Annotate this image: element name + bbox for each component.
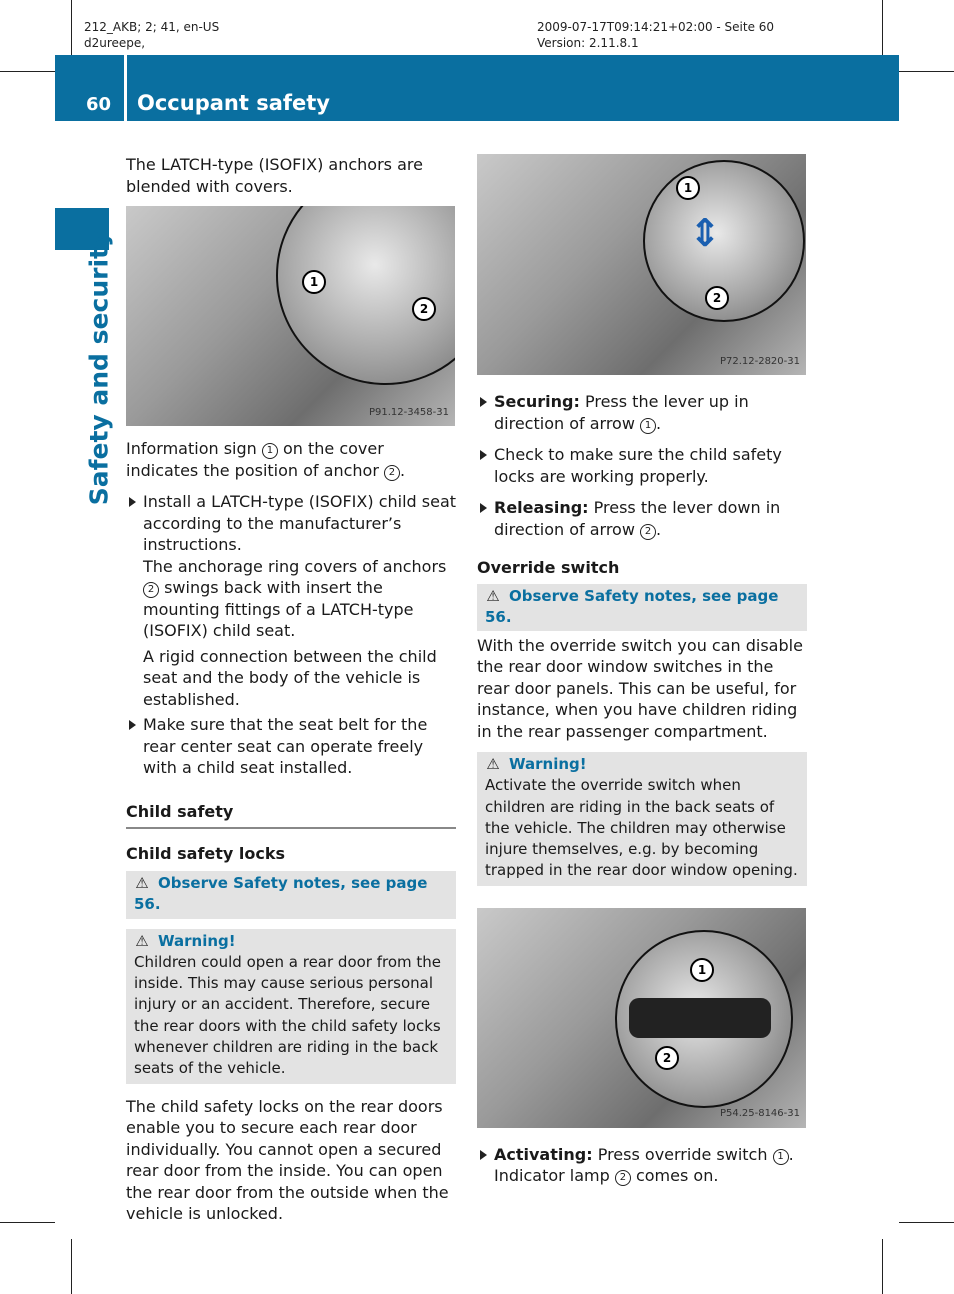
side-tab-label: Safety and security xyxy=(84,230,114,506)
warning-icon: ⚠ xyxy=(135,931,149,950)
override-body: With the override switch you can disable the rear door window switches in the rear door panels. This can be useful, for instance, when you have children riding in the rear passenger compartment. xyxy=(477,635,803,741)
releasing-text: Press the lever down in direction of arrow xyxy=(494,498,781,539)
circled-2: 2 xyxy=(640,524,656,540)
note-anchorage xyxy=(126,556,456,642)
warning-title: Warning! xyxy=(158,931,236,950)
observe-safety-notes xyxy=(126,871,456,919)
crop-mark xyxy=(71,0,72,55)
activating-text: Press override switch xyxy=(597,1144,768,1164)
figure-ref: P72.12-2820-31 xyxy=(719,355,800,367)
securing-label: Securing: xyxy=(494,392,580,411)
instruction-releasing: Releasing: Press the lever down in direction of arrow 2 . xyxy=(477,497,807,540)
print-meta-right xyxy=(537,19,774,51)
figure-door-lock xyxy=(477,154,806,375)
override-switch-panel xyxy=(629,998,771,1038)
up-down-arrow-icon: ⇕ xyxy=(689,211,721,255)
magnifier-lens xyxy=(276,206,455,385)
figure-latch-anchors xyxy=(126,206,455,426)
releasing-label: Releasing: xyxy=(494,498,589,517)
callout-2: 2 xyxy=(412,297,436,321)
warning-title: Warning! xyxy=(509,755,587,773)
instruction-activating: Activating: Press override switch 1 . Indicator lamp 2 comes on. xyxy=(477,1144,807,1187)
note-text-a: The anchorage ring covers of anchors xyxy=(143,556,447,576)
warning-box xyxy=(126,929,456,1084)
info-text-c: . xyxy=(399,460,406,480)
header-divider xyxy=(124,55,127,121)
warning-header xyxy=(485,754,799,775)
securing-text: Press the lever up in direction of arrow xyxy=(494,392,749,433)
print-meta-left xyxy=(84,19,219,51)
callout-1: 1 xyxy=(302,270,326,294)
callout-2: 2 xyxy=(705,286,729,310)
info-paragraph xyxy=(126,438,456,481)
meta-line: 2009-07-17T09:14:21+02:00 - Seite 60 xyxy=(537,20,775,34)
crop-mark xyxy=(899,1222,954,1223)
circled-2: 2 xyxy=(615,1170,631,1186)
indicator-text-end: comes on. xyxy=(635,1166,719,1186)
warning-icon: ⚠ xyxy=(135,873,149,892)
intro-text: The LATCH-type (ISOFIX) anchors are blended with covers. xyxy=(126,155,423,196)
activating-label: Activating: xyxy=(494,1144,593,1164)
instruction-securing: Securing: Press the lever up in direction of arrow 1 . xyxy=(477,391,807,434)
child-locks-body: The child safety locks on the rear doors enable you to secure each rear door individually. You cannot open a secured rear door from the inside. You can open the rear door from the outside when the vehicle is unlocked. xyxy=(126,1096,449,1224)
observe-text: Observe Safety notes, see page 56. xyxy=(485,586,779,626)
section-title: Occupant safety xyxy=(137,91,330,115)
crop-mark xyxy=(882,1239,883,1294)
note-text-b: swings back with insert the mounting fittings of a LATCH-type (ISOFIX) child seat. xyxy=(143,578,414,640)
callout-1: 1 xyxy=(676,176,700,200)
circled-2: 2 xyxy=(384,465,400,481)
indicator-text: Indicator lamp xyxy=(494,1166,610,1186)
callout-1: 1 xyxy=(690,958,714,982)
left-column xyxy=(126,154,456,1225)
note-rigid-connection: A rigid connection between the child seat and the body of the vehicle is established. xyxy=(143,646,437,709)
page-number: 60 xyxy=(86,94,112,115)
instruction-check: Check to make sure the child safety locks are working properly. xyxy=(477,444,807,487)
callout-2: 2 xyxy=(655,1046,679,1070)
info-text-a: Information sign xyxy=(126,439,257,458)
warning-box xyxy=(477,752,807,886)
crop-mark xyxy=(0,1222,55,1223)
instruction-seat-belt: Make sure that the seat belt for the rear center seat can operate freely with a child seat installed. xyxy=(126,714,456,779)
heading-child-safety-locks: Child safety locks xyxy=(126,844,286,863)
figure-ref: P91.12-3458-31 xyxy=(368,406,449,418)
right-column xyxy=(477,154,807,1187)
observe-text: Observe Safety notes, see page 56. xyxy=(134,873,428,913)
heading-override-switch: Override switch xyxy=(477,558,620,577)
figure-ref: P54.25-8146-31 xyxy=(719,1108,800,1120)
crop-mark xyxy=(882,0,883,55)
info-text-b: on the cover indicates the position of anchor xyxy=(126,439,384,480)
warning-text: Activate the override switch when children are riding in the back seats of the vehicle. The children may otherwise injure themselves, e.g. by becoming trapped in the rear door window opening. xyxy=(485,776,798,880)
warning-icon: ⚠ xyxy=(486,586,500,605)
meta-line: 212_AKB; 2; 41, en-US xyxy=(84,20,220,34)
warning-header xyxy=(134,931,448,952)
heading-child-safety: Child safety xyxy=(126,801,456,830)
circled-1: 1 xyxy=(262,443,278,459)
instruction-install: Install a LATCH-type (ISOFIX) child seat according to the manufacturer’s instructions. xyxy=(126,491,456,556)
crop-mark xyxy=(0,71,55,72)
circled-1: 1 xyxy=(773,1149,789,1165)
circled-2: 2 xyxy=(143,582,159,598)
warning-text: Children could open a rear door from the inside. This may cause serious personal injury or an accident. Therefore, secure the rear doors with the child safety locks whenever children are riding in the back seats of the vehicle. xyxy=(134,952,442,1078)
meta-line: Version: 2.11.8.1 xyxy=(537,36,639,50)
crop-mark xyxy=(71,1239,72,1294)
figure-override-switch xyxy=(477,908,806,1128)
meta-line: d2ureepe, xyxy=(84,36,146,50)
observe-safety-notes xyxy=(477,584,807,631)
warning-icon: ⚠ xyxy=(486,755,500,773)
circled-1: 1 xyxy=(640,418,656,434)
crop-mark xyxy=(899,71,954,72)
